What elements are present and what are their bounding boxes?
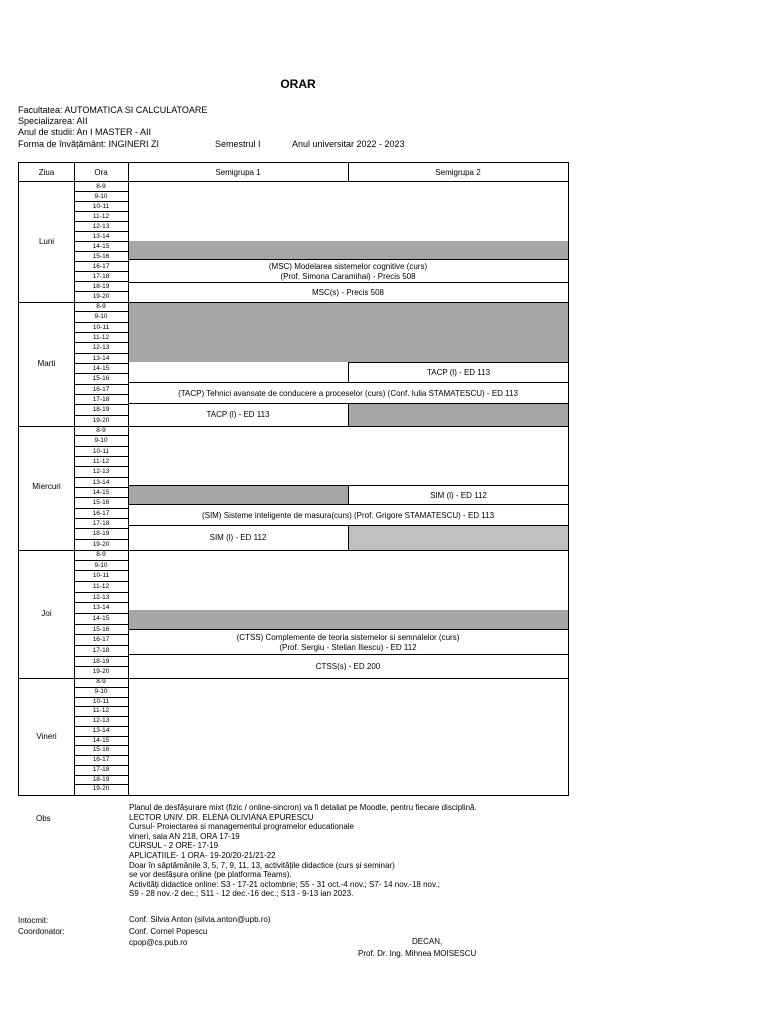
- hour-cell: 14-15: [74, 364, 128, 374]
- hour-cell: 15-16: [74, 746, 128, 756]
- hour-cell: 8-9: [74, 678, 128, 688]
- day-marti: Marti: [37, 359, 56, 368]
- hour-cell: 15-16: [74, 498, 128, 508]
- joi-busy: [128, 610, 568, 629]
- marti-sg2-busy: [348, 404, 568, 426]
- hour-cell: 10-11: [74, 202, 128, 212]
- semestrul: Semestrul I: [215, 139, 261, 149]
- luni-msc-course: [128, 259, 568, 283]
- obs-line: Cursul- Proiectarea si managementul programelor educationale: [129, 822, 355, 832]
- hour-cell: 11-12: [74, 333, 128, 343]
- hour-cell: 10-11: [74, 447, 128, 457]
- hour-cell: 16-17: [74, 385, 128, 395]
- hour-cell: 14-15: [74, 488, 128, 498]
- schedule-table: [18, 162, 569, 796]
- hour-cell: 11-12: [74, 457, 128, 467]
- hour-cell: 9-10: [74, 192, 128, 202]
- hour-cell: 13-14: [74, 232, 128, 242]
- hour-cell: 8-9: [74, 302, 128, 312]
- obs-line: se vor desfășura online (pe platforma Teams).: [129, 870, 292, 880]
- miercuri-sg1-lab: SIM (l) - ED 112: [209, 533, 267, 542]
- hour-cell: 17-18: [74, 766, 128, 776]
- hour-cell: 19-20: [92, 668, 110, 676]
- day-joi: Joi: [41, 609, 52, 618]
- miercuri-sg2-busy: [348, 526, 568, 550]
- obs-label: Obs: [36, 814, 51, 823]
- obs-line: LECTOR UNIV. DR. ELENA OLIVIANA EPURESCU: [129, 812, 314, 822]
- col-semigrupa-1: Semigrupa 1: [215, 168, 261, 177]
- hour-cell: 18-19: [74, 776, 128, 786]
- anul-de-studii: Anul de studii: An I MASTER - AII: [18, 127, 152, 137]
- hour-cell: 17-18: [74, 272, 128, 282]
- day-miercuri: Miercuri: [32, 482, 61, 491]
- hour-cell: 19-20: [92, 293, 110, 300]
- hour-cell: 13-14: [74, 727, 128, 737]
- hour-cell: 14-15: [74, 242, 128, 252]
- day-vineri: Vineri: [36, 732, 57, 741]
- hour-cell: 10-11: [74, 571, 128, 582]
- obs-line: Planul de desfășurare mixt (fizic / online-sincron) va fi detaliat pe Moodle, pentru fiecare disciplină.: [129, 803, 477, 812]
- hour-cell: 15-16: [74, 625, 128, 636]
- hour-cell: 10-11: [74, 698, 128, 708]
- joi-ctss-course: [128, 629, 568, 655]
- hour-cell: 8-9: [74, 182, 128, 192]
- anul-universitar: Anul universitar 2022 - 2023: [292, 139, 405, 149]
- marti-sg1-lab: TACP (l) - ED 113: [206, 410, 270, 419]
- day-luni: Luni: [38, 237, 55, 246]
- hour-cell: 12-13: [74, 717, 128, 727]
- joi-ctss-line1: (CTSS) Complemente de teoria sistemelor si semnalelor (curs): [236, 633, 460, 642]
- hour-cell: 9-10: [74, 561, 128, 572]
- hour-cell: 12-13: [74, 343, 128, 353]
- hour-cell: 8-9: [74, 426, 128, 436]
- hour-cell: 16-17: [74, 635, 128, 646]
- intocmit-label: Intocmit:: [18, 916, 49, 925]
- hour-cell: 18-19: [74, 282, 128, 292]
- intocmit-name: Conf. Silvia Anton (silvia.anton@upb.ro): [129, 915, 271, 924]
- hour-cell: 9-10: [74, 312, 128, 322]
- hour-cell: 13-14: [74, 354, 128, 364]
- col-ora: Ora: [94, 168, 108, 177]
- forma-invatamant: Forma de învățământ: INGINERI ZI: [18, 139, 160, 149]
- hour-cell: 18-19: [74, 405, 128, 415]
- col-ziua: Ziua: [38, 168, 55, 177]
- hour-cell: 11-12: [74, 582, 128, 593]
- hour-cell: 14-15: [74, 614, 128, 625]
- hour-cell: 13-14: [74, 603, 128, 614]
- hour-cell: 18-19: [74, 529, 128, 539]
- coordonator-email[interactable]: cpop@cs.pub.ro: [129, 938, 188, 947]
- hour-cell: 8-9: [74, 550, 128, 561]
- luni-msc-line1: (MSC) Modelarea sistemelor cognitive (curs): [268, 262, 428, 271]
- miercuri-sg1-busy: [128, 485, 348, 504]
- luni-msc-line2: (Prof. Simona Caramihai) - Precis 508: [280, 272, 416, 281]
- luni-msc-seminar: MSC(s) - Precis 508: [311, 288, 384, 297]
- hour-cell: 11-12: [74, 707, 128, 717]
- hour-cell: 15-16: [74, 374, 128, 384]
- page-title: ORAR: [280, 77, 316, 91]
- marti-busy: [128, 302, 568, 362]
- obs-line: CURSUL - 2 ORE- 17-19: [129, 841, 219, 851]
- hour-cell: 16-17: [74, 262, 128, 272]
- luni-busy: [128, 241, 568, 259]
- marti-sg2-lab: TACP (l) - ED 113: [348, 362, 568, 382]
- hour-cell: 13-14: [74, 478, 128, 488]
- obs-line: Activități didactice online: S3 - 17-21 octombrie; S5 - 31 oct.-4 nov.; S7- 14 nov.-18 nov.;: [129, 879, 440, 889]
- specializarea: Specializarea: AII: [18, 116, 88, 126]
- hour-cell: 11-12: [74, 212, 128, 222]
- hour-cell: 17-18: [74, 519, 128, 529]
- joi-ctss-seminar: CTSS(s) - ED 200: [315, 662, 381, 671]
- coordonator-label: Coordonator:: [18, 927, 65, 936]
- obs-line: vineri, sala AN 218, ORA 17-19: [129, 831, 240, 841]
- obs-line: S9 - 28 nov.-2 dec.; S11 - 12 dec.-16 dec.; S13 - 9-13 ian 2023.: [129, 889, 354, 899]
- decan-label: DECAN,: [412, 937, 443, 946]
- hour-cell: 9-10: [74, 436, 128, 446]
- hour-cell: 19-20: [92, 416, 110, 424]
- obs-line: APLICATIILE- 1 ORA- 19-20/20-21/21-22: [129, 850, 276, 860]
- hour-cell: 10-11: [74, 323, 128, 333]
- hour-cell: 12-13: [74, 593, 128, 604]
- hour-cell: 16-17: [74, 509, 128, 519]
- coordonator-name: Conf. Cornel Popescu: [129, 927, 208, 936]
- decan-name: Prof. Dr. Ing. Mihnea MOISESCU: [358, 949, 477, 958]
- obs-line: Doar în săptămânile 3, 5, 7, 9, 11, 13, activitățile didactice (curs și seminar): [129, 860, 395, 870]
- hour-cell: 19-20: [92, 785, 110, 793]
- joi-ctss-line2: (Prof. Sergiu - Stelian Iliescu) - ED 112: [279, 643, 417, 652]
- facultatea: Facultatea: AUTOMATICA SI CALCULATOARE: [18, 105, 208, 115]
- hour-cell: 19-20: [92, 540, 110, 548]
- obs-notes: [129, 803, 477, 899]
- hour-cell: 9-10: [74, 688, 128, 698]
- hour-cell: 16-17: [74, 756, 128, 766]
- marti-sg1-empty: [128, 362, 348, 382]
- miercuri-sg2-lab: SIM (l) - ED 112: [348, 485, 568, 504]
- hour-cell: 17-18: [74, 395, 128, 405]
- miercuri-sim-course: (SIM) Sisteme inteligente de masura(curs) (Prof. Grigore STAMATESCU) - ED 113: [128, 504, 568, 526]
- col-semigrupa-2: Semigrupa 2: [435, 168, 481, 177]
- hour-cell: 14-15: [74, 737, 128, 747]
- hour-cell: 12-13: [74, 467, 128, 477]
- hour-cell: 17-18: [74, 646, 128, 657]
- hour-cell: 18-19: [74, 657, 128, 668]
- hour-cell: 12-13: [74, 222, 128, 232]
- hour-cell: 15-16: [74, 252, 128, 262]
- marti-tacp-course: (TACP) Tehnici avansate de conducere a proceselor (curs) (Conf. Iulia STAMATESCU) - ED 113: [128, 382, 568, 404]
